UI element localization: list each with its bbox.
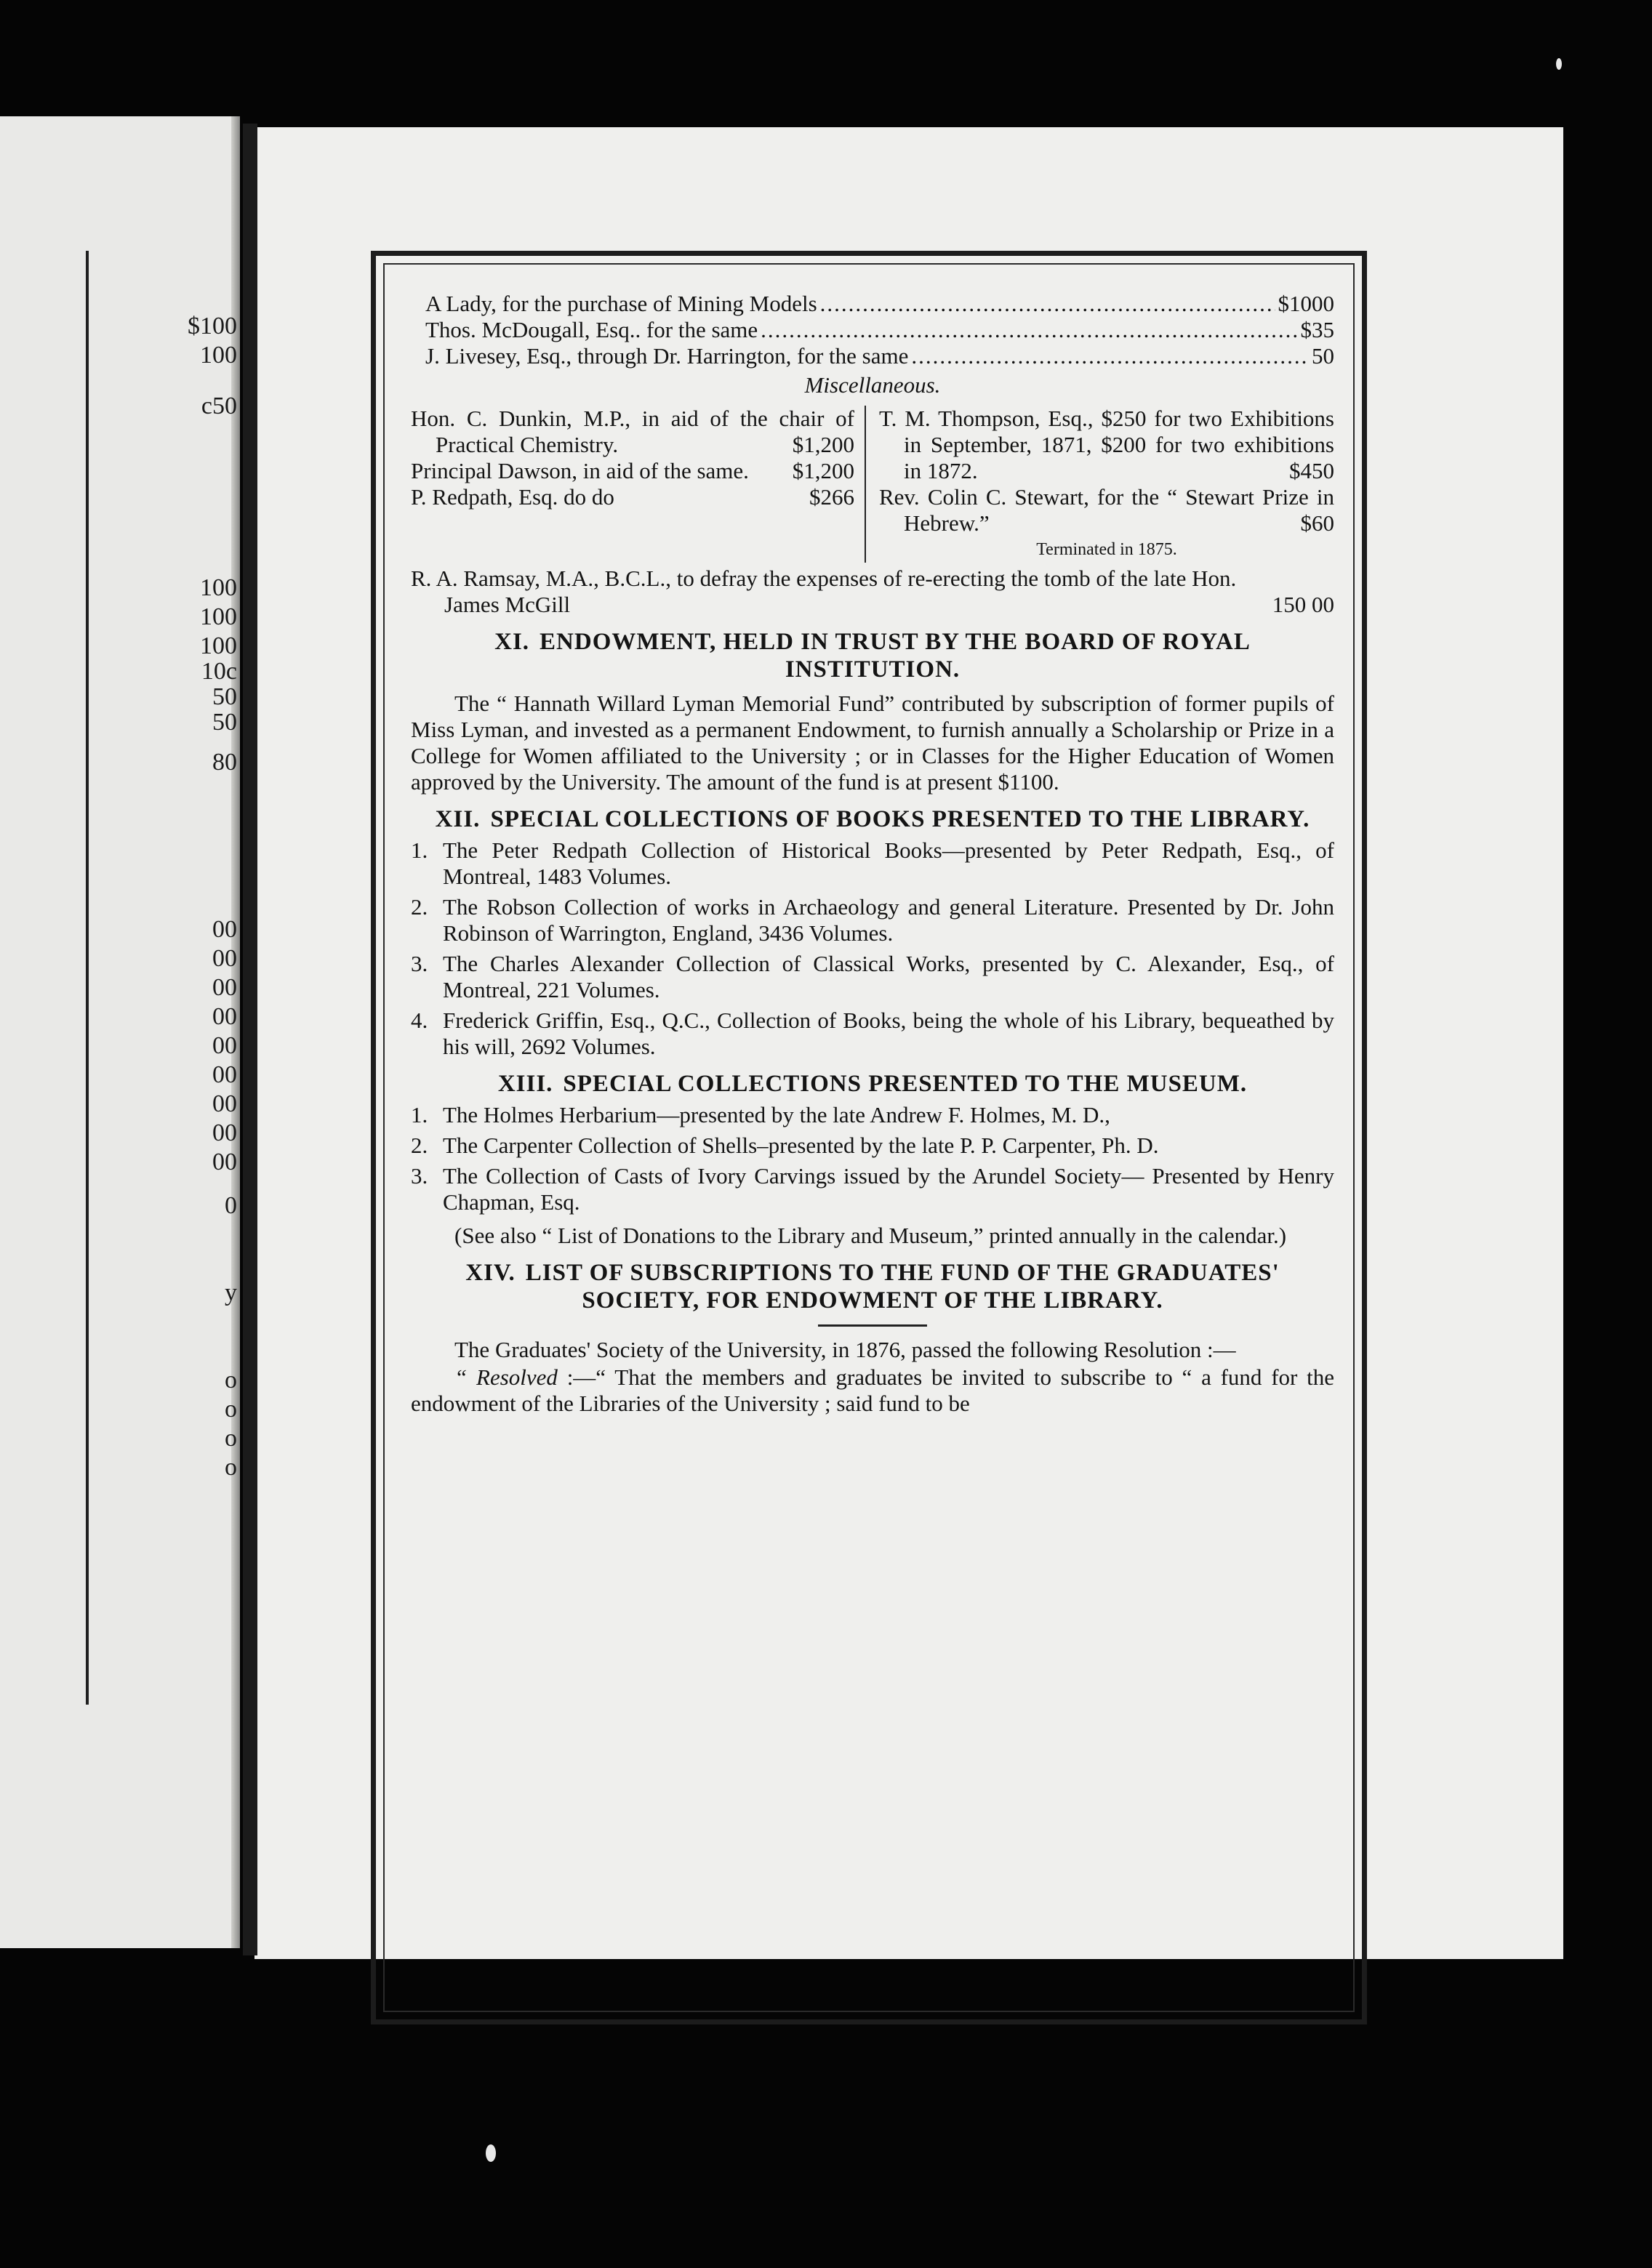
left-page-number: 00 (212, 1149, 237, 1175)
list-item: 3. The Charles Alexander Collection of Classical Works, presented by C. Alexander, Esq., of Montreal, 221 Volumes. (411, 951, 1334, 1002)
ramsay-text: R. A. Ramsay, M.A., B.C.L., to defray the expenses of re-erecting the tomb of the late Hon. James McGill (411, 566, 1237, 617)
left-page-number: 10c (201, 658, 237, 685)
section-xi-heading: XI. ENDOWMENT, HELD IN TRUST BY THE BOARD OF ROYAL INSTITUTION. (494, 629, 1251, 683)
scan-speck (486, 2144, 496, 2162)
section-xiv-body: The Graduates' Society of the University, in 1876, passed the following Resolution :— (454, 1337, 1236, 1362)
left-page-number: 00 (212, 974, 237, 1001)
donation-line (411, 343, 1334, 369)
resolution-text (411, 1364, 1334, 1417)
book-binding (243, 124, 257, 1955)
left-page-number: 100 (200, 603, 237, 630)
donation-line (411, 291, 1334, 317)
left-page-number: 80 (212, 749, 237, 776)
list-item: 2. The Carpenter Collection of Shells–presented by the late P. P. Carpenter, Ph. D. (411, 1133, 1159, 1158)
list-item: 3. The Collection of Casts of Ivory Carvings issued by the Arundel Society— Presented by Henry Chapman, Esq. (411, 1163, 1334, 1215)
left-page-number: o (225, 1425, 237, 1452)
left-page-rule (86, 251, 89, 1705)
dot-leader (911, 343, 1309, 369)
misc-entry: Principal Dawson, in aid of the same. $1,200 (411, 458, 854, 483)
misc-right-column (866, 406, 1334, 563)
resolved-label: “ Resolved (454, 1364, 558, 1390)
page-content (411, 291, 1334, 1992)
section-xiii-note: (See also “ List of Donations to the Library and Museum,” printed annually in the calendar.) (454, 1223, 1287, 1248)
left-page-number: 100 (200, 632, 237, 659)
donation-amount: 50 (1312, 343, 1334, 369)
donation-line (411, 317, 1334, 343)
left-page-number: 00 (212, 916, 237, 943)
misc-left-column (411, 406, 866, 563)
section-xiii-list (411, 1102, 1334, 1215)
donation-amount: $1000 (1278, 291, 1334, 316)
left-page-number: 50 (212, 709, 237, 736)
section-xiii-heading: XIII. SPECIAL COLLECTIONS PRESENTED TO THE MUSEUM. (497, 1071, 1248, 1097)
left-page-number: 00 (212, 1003, 237, 1030)
donation-text: A Lady, for the purchase of Mining Models (425, 291, 817, 316)
misc-title: Miscellaneous. (804, 372, 941, 398)
resolved-body: :—“ That the members and graduates be invited to subscribe to “ a fund for the endowment of the Libraries of the University ; said fund to be (411, 1364, 1334, 1416)
left-page-number: 100 (200, 342, 237, 369)
left-page-number: 00 (212, 1119, 237, 1146)
donation-text: J. Livesey, Esq., through Dr. Harrington, for the same (425, 343, 909, 369)
left-page-number: c50 (201, 393, 237, 419)
misc-entry: T. M. Thompson, Esq., $250 for two Exhibitions in September, 1871, $200 for two exhibitions in 1872. $450 (879, 406, 1334, 483)
left-page-number: 00 (212, 1032, 237, 1059)
left-page-number: 00 (212, 1090, 237, 1117)
misc-entry: Hon. C. Dunkin, M.P., in aid of the chair of Practical Chemistry. $1,200 (411, 406, 854, 457)
dot-leader (820, 291, 1275, 317)
left-page-number: o (225, 1367, 237, 1394)
left-page-number: $100 (188, 313, 237, 339)
list-item: 1. The Peter Redpath Collection of Historical Books—presented by Peter Redpath, Esq., of Montreal, 1483 Volumes. (411, 837, 1334, 889)
ramsay-entry (411, 566, 1334, 618)
misc-columns (411, 406, 1334, 563)
misc-entry: Rev. Colin C. Stewart, for the “ Stewart Prize in Hebrew.” $60 (879, 484, 1334, 536)
left-page-number: o (225, 1454, 237, 1481)
list-item: 2. The Robson Collection of works in Archaeology and general Literature. Presented by Dr. John Robinson of Warrington, England, 3436 Volumes. (411, 894, 1334, 946)
misc-entry: P. Redpath, Esq. do do $266 (411, 484, 854, 510)
left-page-number: 00 (212, 1061, 237, 1088)
list-item: 1. The Holmes Herbarium—presented by the late Andrew F. Holmes, M. D., (411, 1102, 1110, 1127)
donation-amount: $35 (1300, 317, 1334, 342)
section-xi-body: The “ Hannath Willard Lyman Memorial Fund” contributed by subscription of former pupils of Miss Lyman, and invested as a permanent Endowment, to furnish annually a Scholarship or Prize in a College for Women affiliated to the University ; or in Classes for the Higher Education of Women approved by the University. The amount of the fund is at present $1100. (411, 691, 1334, 795)
section-xiv-heading: XIV. LIST OF SUBSCRIPTIONS TO THE FUND OF THE GRADUATES' SOCIETY, FOR ENDOWMENT OF THE LIBRARY. (465, 1260, 1280, 1314)
list-item: 4. Frederick Griffin, Esq., Q.C., Collection of Books, being the whole of his Library, bequeathed by his will, 2692 Volumes. (411, 1008, 1334, 1059)
left-adjacent-page (0, 116, 240, 1948)
terminated-note: Terminated in 1875. (1036, 540, 1177, 559)
ramsay-amount: 150 00 (1272, 592, 1334, 617)
section-divider (818, 1324, 927, 1327)
section-xii-list (411, 837, 1334, 1060)
scan-speck (1556, 58, 1562, 70)
donation-text: Thos. McDougall, Esq.. for the same (425, 317, 758, 342)
left-page-number: y (225, 1279, 237, 1306)
left-page-number: o (225, 1396, 237, 1423)
left-page-number: 50 (212, 683, 237, 710)
dot-leader (761, 317, 1297, 343)
left-page-number: 0 (225, 1192, 237, 1219)
section-xii-heading: XII. SPECIAL COLLECTIONS OF BOOKS PRESENTED TO THE LIBRARY. (435, 806, 1310, 832)
left-page-number: 00 (212, 945, 237, 972)
left-page-number: 100 (200, 574, 237, 601)
